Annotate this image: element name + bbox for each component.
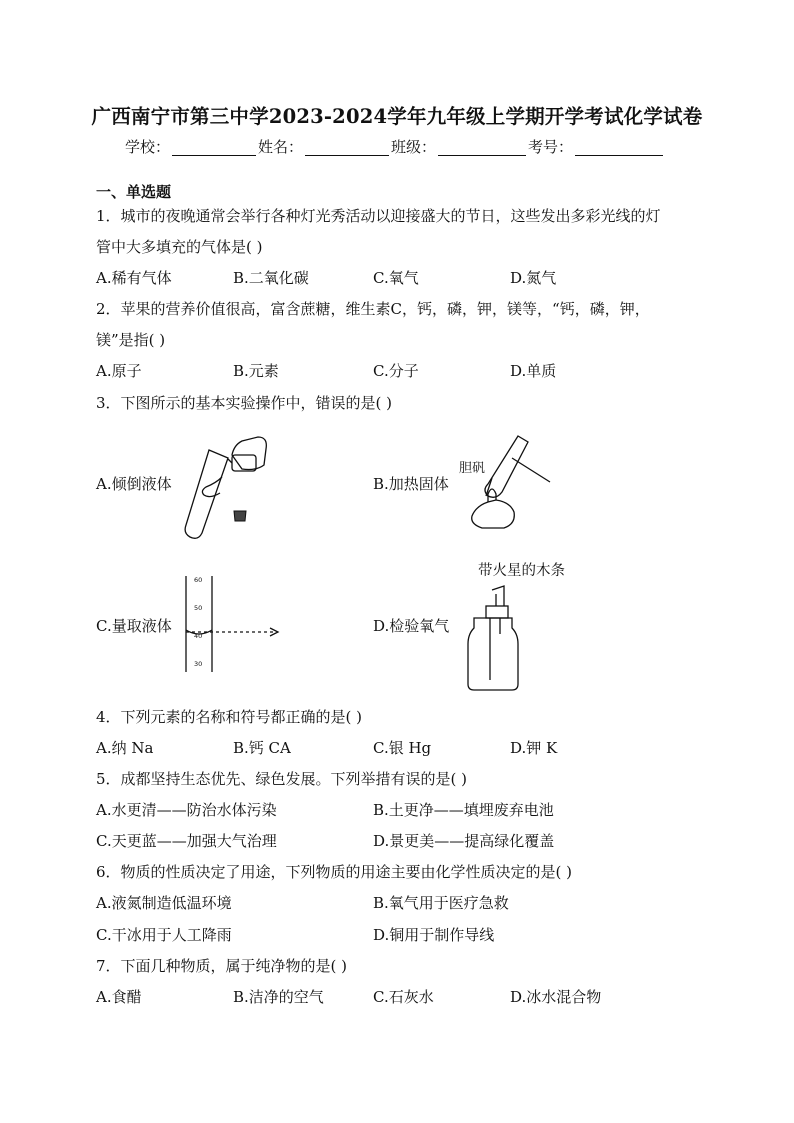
alcohol-lamp-icon — [472, 500, 515, 528]
q5-option-a: A.水更清——防治水体污染 — [96, 801, 277, 819]
wooden-stick-icon — [492, 586, 504, 606]
student-info-row — [125, 136, 665, 157]
q5-option-d: D.景更美——提高绿化覆盖 — [373, 832, 555, 850]
q4-option-a: A.纳 Na — [96, 739, 154, 757]
q5-option-c: C.天更蓝——加强大气治理 — [96, 832, 277, 850]
tick-50: 50 — [194, 604, 203, 612]
q2-option-c: C.分子 — [373, 362, 419, 380]
q2-option-d: D.单质 — [510, 362, 557, 380]
q7-option-d: D.冰水混合物 — [510, 988, 602, 1006]
oxygen-test-illustration — [462, 584, 522, 694]
q2-stem-line2: 镁”是指( ) — [96, 331, 166, 349]
q1-option-a: A.稀有气体 — [96, 269, 172, 287]
q7-stem: 7．下面几种物质，属于纯净物的是( ) — [96, 957, 348, 975]
tick-40: 40 — [194, 632, 203, 640]
q3-option-b: B.加热固体 — [373, 475, 449, 493]
tick-60: 60 — [194, 576, 203, 584]
clamp-icon — [512, 458, 550, 482]
q4-stem: 4．下列元素的名称和符号都正确的是( ) — [96, 708, 363, 726]
q3-stem: 3．下图所示的基本实验操作中，错误的是( ) — [96, 394, 393, 412]
q5-stem: 5．成都坚持生态优先、绿色发展。下列举措有误的是( ) — [96, 770, 468, 788]
q4-option-c: C.银 Hg — [373, 739, 432, 757]
q6-option-b: B.氧气用于医疗急救 — [373, 894, 509, 912]
number-blank — [575, 138, 663, 156]
danfan-label: 胆矾 — [459, 461, 486, 476]
bottle-stopper-icon — [234, 511, 246, 521]
q7-option-a: A.食醋 — [96, 988, 142, 1006]
class-label: 班级： — [391, 138, 437, 156]
gas-bottle-icon — [468, 618, 518, 690]
q6-option-a: A.液氮制造低温环境 — [96, 894, 232, 912]
q1-stem-line2: 管中大多填充的气体是( ) — [96, 238, 263, 256]
q6-stem: 6．物质的性质决定了用途，下列物质的用途主要由化学性质决定的是( ) — [96, 863, 573, 881]
q3-option-a: A.倾倒液体 — [96, 475, 172, 493]
q2-option-a: A.原子 — [96, 362, 142, 380]
q7-option-b: B.洁净的空气 — [233, 988, 324, 1006]
q6-option-d: D.铜用于制作导线 — [373, 926, 495, 944]
hand-right-icon — [232, 437, 266, 470]
number-label: 考号： — [528, 138, 574, 156]
heated-tube-icon — [485, 436, 528, 497]
stick-label: 带火星的木条 — [478, 563, 565, 579]
name-label: 姓名： — [258, 138, 304, 156]
q3-option-c: C.量取液体 — [96, 617, 172, 635]
name-blank — [305, 138, 389, 156]
q4-option-d: D.钾 K — [510, 739, 558, 757]
q5-option-b: B.土更净——填埋废弃电池 — [373, 801, 554, 819]
class-blank — [438, 138, 526, 156]
test-tube-icon — [185, 450, 228, 538]
q1-stem-line1: 1．城市的夜晚通常会举行各种灯光秀活动以迎接盛大的节日，这些发出多彩光线的灯 — [96, 207, 661, 225]
q1-option-c: C.氧气 — [373, 269, 419, 287]
pour-liquid-illustration — [176, 425, 276, 540]
school-label: 学校： — [125, 138, 171, 156]
q2-option-b: B.元素 — [233, 362, 279, 380]
bottle-stopper — [486, 606, 508, 618]
q3-option-d: D.检验氧气 — [373, 617, 450, 635]
exam-title: 广西南宁市第三中学2023-2024学年九年级上学期开学考试化学试卷 — [91, 105, 703, 128]
q6-option-c: C.干冰用于人工降雨 — [96, 926, 232, 944]
measure-liquid-illustration — [180, 574, 290, 674]
tick-30: 30 — [194, 660, 203, 668]
q2-stem-line1: 2．苹果的营养价值很高，富含蔗糖，维生素C，钙，磷，钾，镁等，“钙，磷，钾， — [96, 300, 650, 318]
hand-left-icon — [202, 477, 222, 497]
school-blank — [172, 138, 256, 156]
section-heading: 一、单选题 — [96, 183, 172, 201]
q4-option-b: B.钙 CA — [233, 739, 291, 757]
q1-option-b: B.二氧化碳 — [233, 269, 309, 287]
heat-solid-illustration — [462, 428, 562, 543]
q1-option-d: D.氮气 — [510, 269, 557, 287]
q7-option-c: C.石灰水 — [373, 988, 434, 1006]
